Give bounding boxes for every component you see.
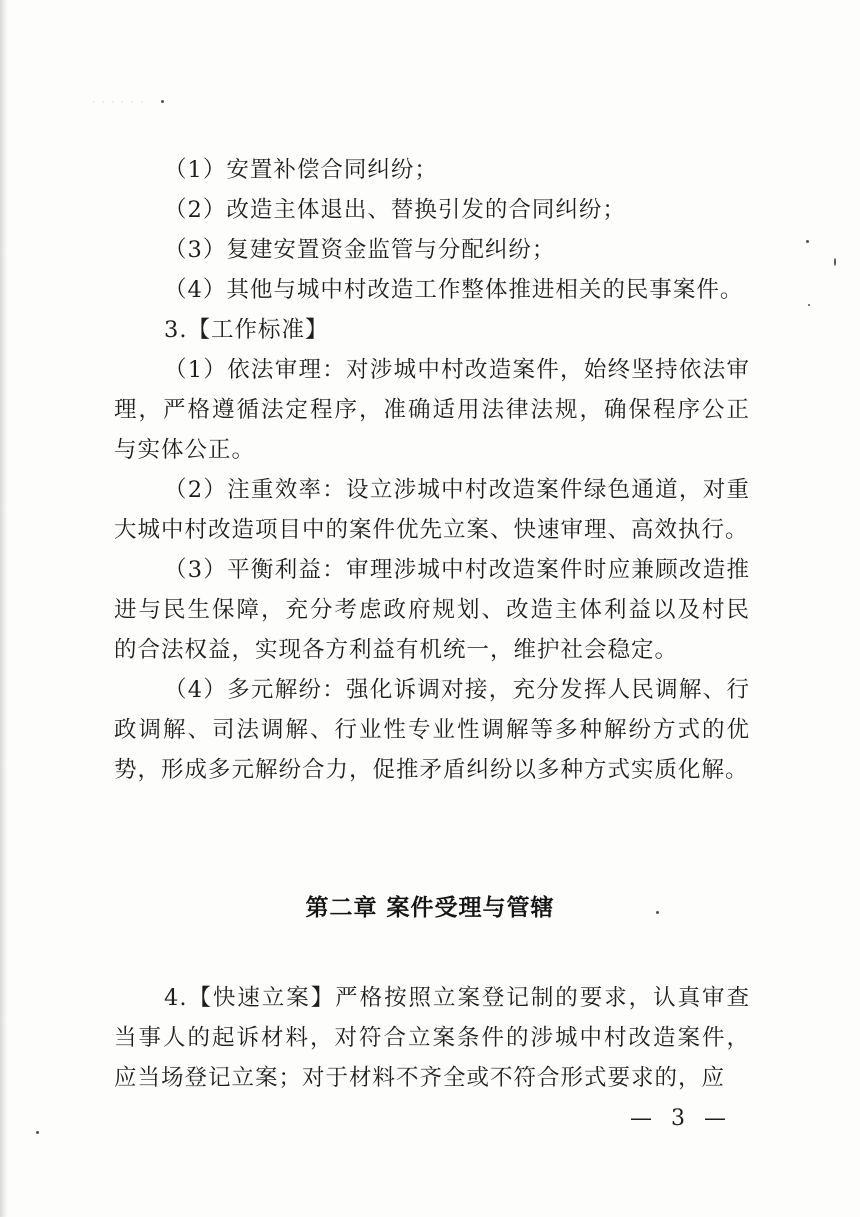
- body-text-block: [114, 150, 750, 790]
- paragraph: [114, 150, 750, 190]
- paragraph: [114, 230, 750, 270]
- paragraph: [114, 978, 750, 1098]
- text-line: 当事人的起诉材料，对符合立案条件的涉城中村改造案件，: [114, 1025, 750, 1051]
- text-line: 与实体公正。: [114, 437, 256, 463]
- text-line: （2）注重效率：设立涉城中村改造案件绿色通道，对重: [164, 477, 750, 503]
- body-text-block: [114, 978, 750, 1098]
- text-line: （1）安置补偿合同纠纷；: [164, 157, 438, 183]
- text-line: 的合法权益，实现各方利益有机统一，维护社会稳定。: [114, 637, 679, 663]
- scan-speck: [808, 304, 810, 306]
- text-line: （1）依法审理：对涉城中村改造案件，始终坚持依法审: [164, 357, 750, 383]
- text-line: （4）多元解纷：强化诉调对接，充分发挥人民调解、行: [164, 677, 750, 703]
- text-line: 理，严格遵循法定程序，准确适用法律法规，确保程序公正: [114, 397, 750, 423]
- text-line: 政调解、司法调解、行业性专业性调解等多种解纷方式的优: [114, 717, 750, 743]
- text-line: 大城中村改造项目中的案件优先立案、快速审理、高效执行。: [114, 517, 749, 543]
- text-line: （3）平衡利益：审理涉城中村改造案件时应兼顾改造推: [164, 557, 750, 583]
- scan-speck: [161, 100, 164, 103]
- scan-speck: [834, 258, 836, 266]
- text-line: 势，形成多元解纷合力，促推矛盾纠纷以多种方式实质化解。: [114, 757, 749, 783]
- paragraph: [114, 190, 750, 230]
- scan-speck: [36, 1131, 39, 1134]
- scan-artifact: · · · · · ·: [92, 98, 146, 108]
- paragraph: [114, 310, 750, 350]
- scan-speck: [806, 240, 809, 243]
- text-line: 应当场登记立案；对于材料不齐全或不符合形式要求的，应: [114, 1065, 726, 1091]
- page-number: — 3 —: [630, 1106, 732, 1131]
- text-line: 3.【工作标准】: [164, 317, 329, 343]
- text-line: 4.【快速立案】严格按照立案登记制的要求，认真审查: [164, 985, 750, 1011]
- paragraph: [114, 270, 750, 310]
- paragraph: [114, 550, 750, 670]
- paragraph: [114, 350, 750, 470]
- text-line: （2）改造主体退出、替换引发的合同纠纷；: [164, 197, 626, 223]
- paragraph: [114, 670, 750, 790]
- paragraph: [114, 470, 750, 550]
- text-line: （3）复建安置资金监管与分配纠纷；: [164, 237, 556, 263]
- text-line: （4）其他与城中村改造工作整体推进相关的民事案件。: [164, 277, 744, 303]
- chapter-heading: 第二章 案件受理与管辖: [305, 895, 555, 921]
- scan-edge-shadow: [0, 0, 8, 1217]
- text-line: 进与民生保障，充分考虑政府规划、改造主体利益以及村民: [114, 597, 750, 623]
